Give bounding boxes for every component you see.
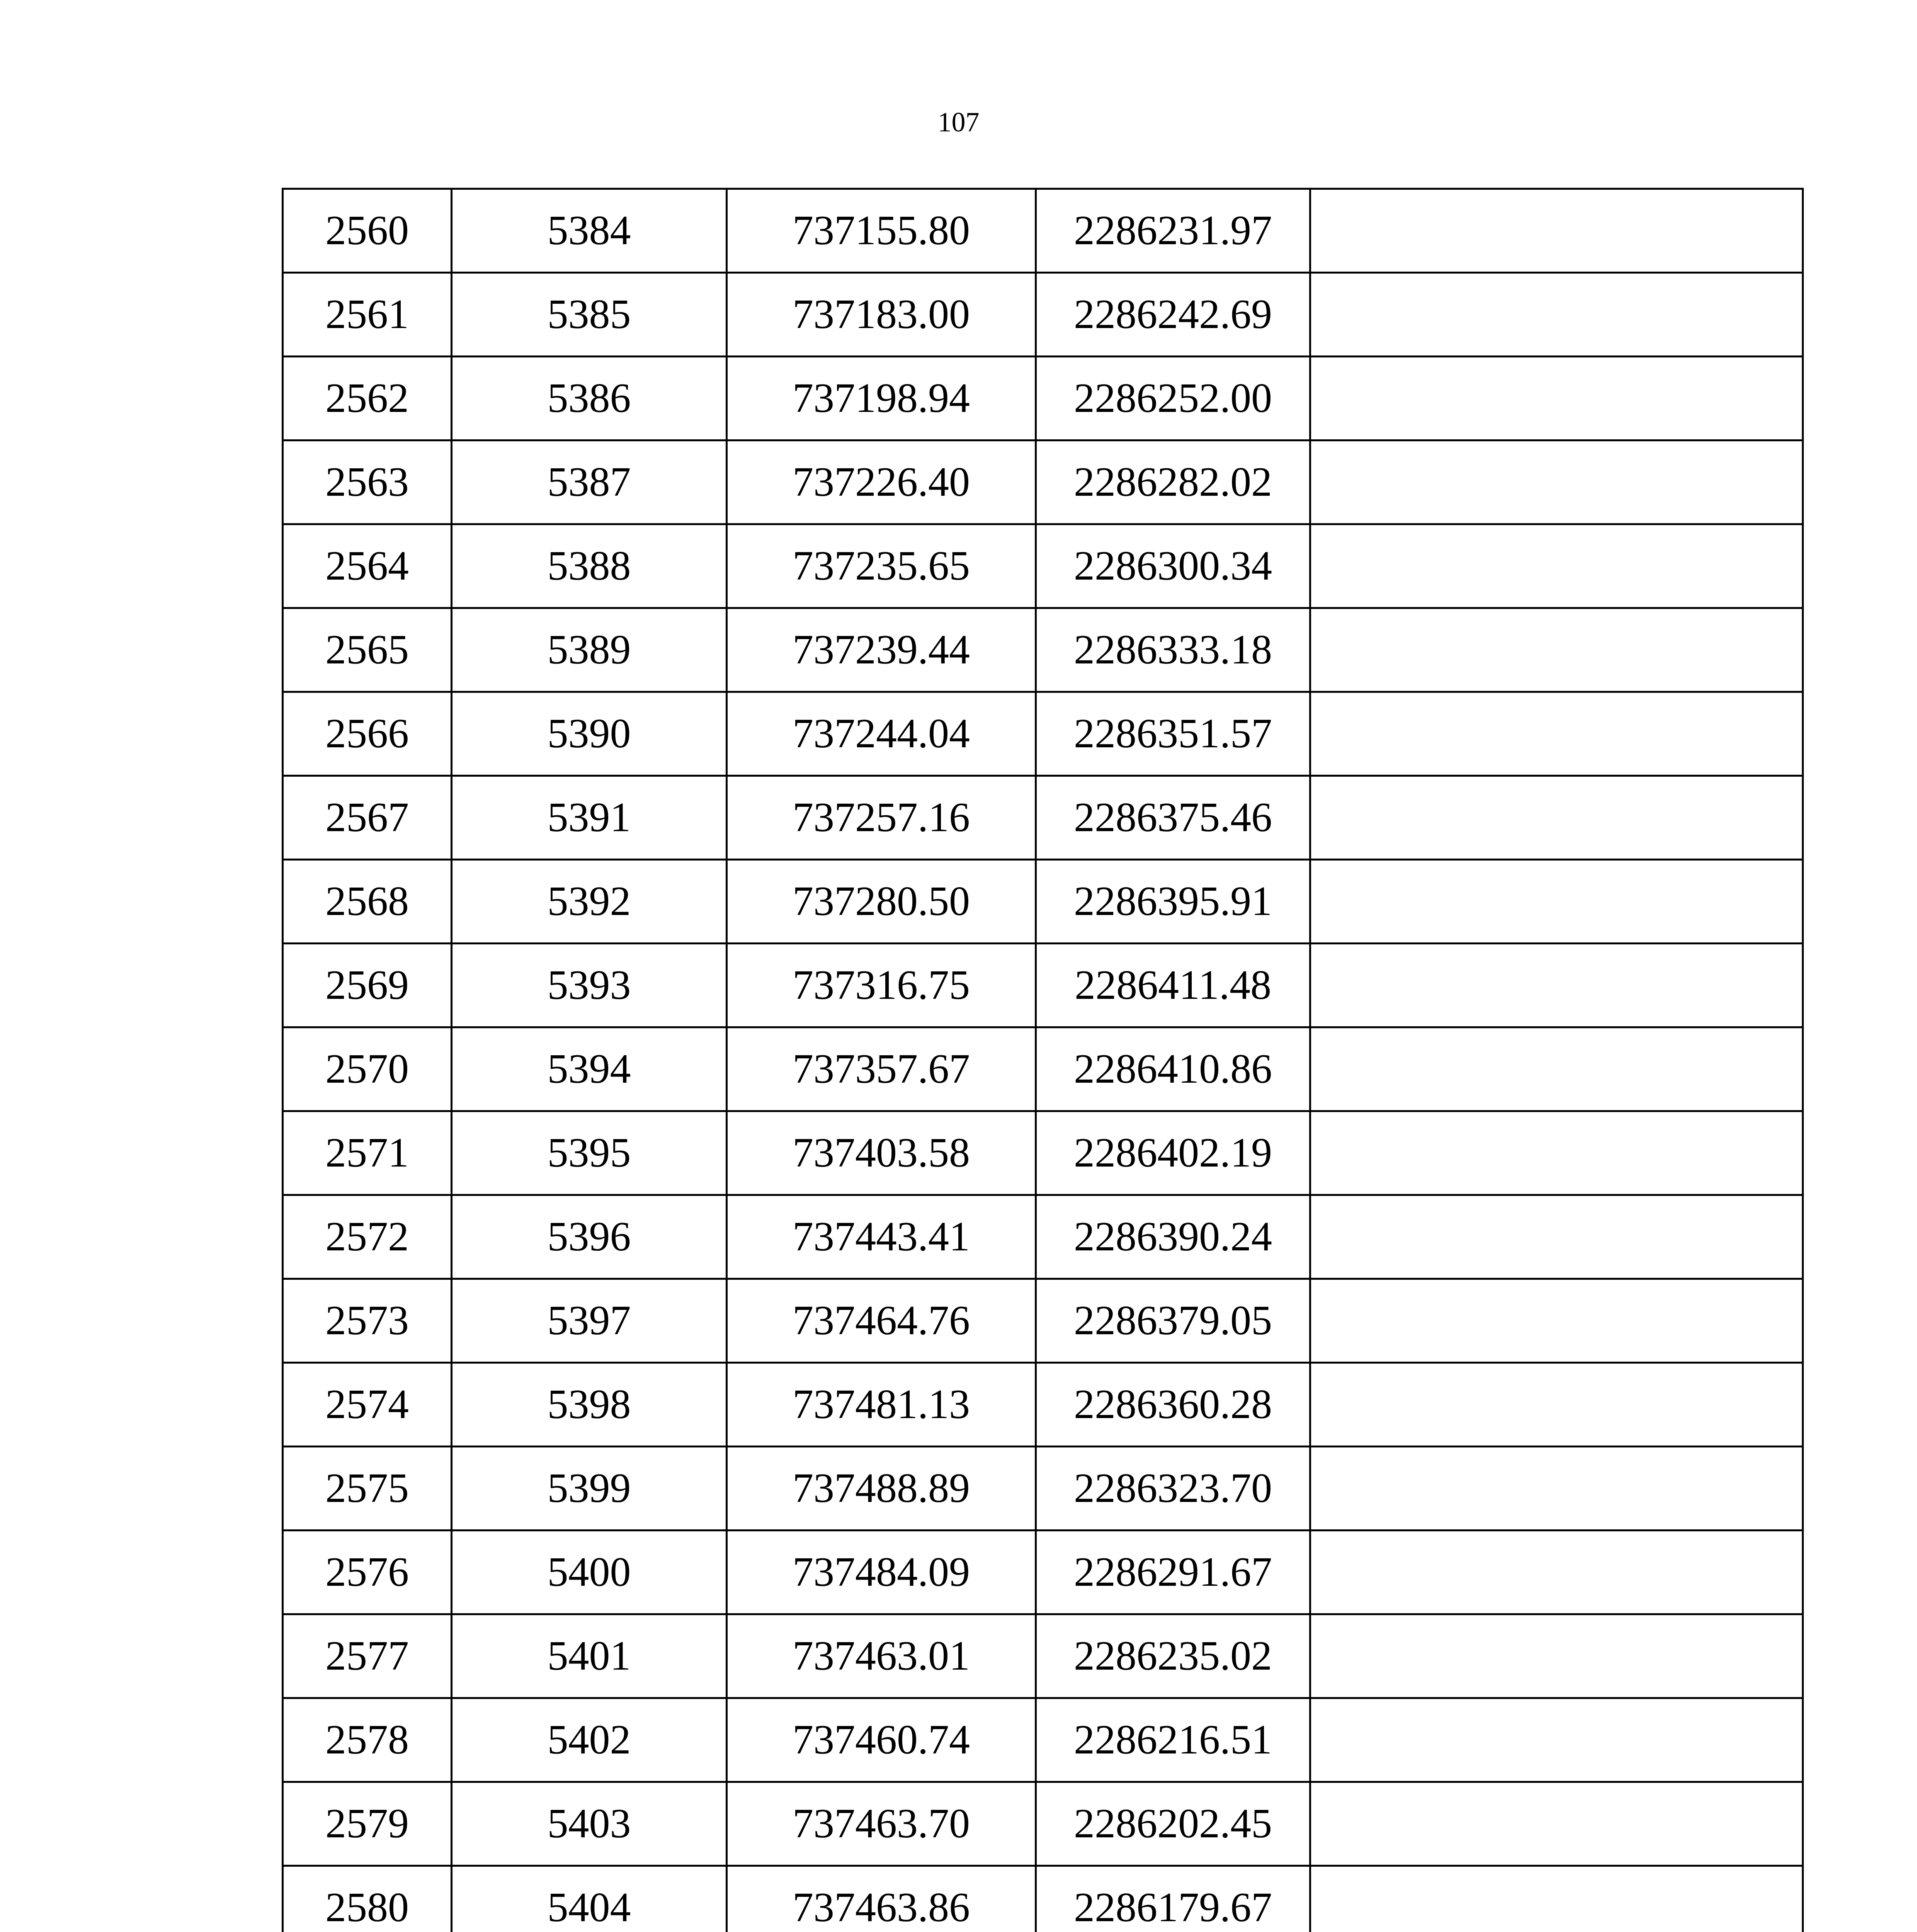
table-cell-y-coordinate: 2286242.69: [1036, 273, 1310, 357]
table-cell-point-id: 5386: [452, 357, 727, 440]
table-cell-note: [1310, 692, 1803, 776]
table-cell-y-coordinate: 2286333.18: [1036, 608, 1310, 692]
table-row: [283, 692, 1803, 776]
table-row: [283, 1698, 1803, 1782]
table-cell-x-coordinate: 737198.94: [727, 357, 1036, 440]
table-cell-point-id: 5404: [452, 1866, 727, 1932]
table-cell-y-coordinate: 2286216.51: [1036, 1698, 1310, 1782]
table-cell-y-coordinate: 2286282.02: [1036, 440, 1310, 524]
table-cell-x-coordinate: 737463.70: [727, 1782, 1036, 1866]
table-cell-x-coordinate: 737484.09: [727, 1531, 1036, 1614]
table-cell-index: 2562: [283, 357, 452, 440]
table-cell-note: [1310, 1195, 1803, 1279]
table-row: [283, 1531, 1803, 1614]
table-row: [283, 273, 1803, 357]
table-cell-point-id: 5392: [452, 860, 727, 944]
table-cell-y-coordinate: 2286410.86: [1036, 1027, 1310, 1111]
table-row: [283, 1111, 1803, 1195]
table-cell-index: 2570: [283, 1027, 452, 1111]
table-cell-x-coordinate: 737316.75: [727, 944, 1036, 1027]
table-cell-x-coordinate: 737443.41: [727, 1195, 1036, 1279]
table-cell-index: 2567: [283, 776, 452, 860]
table-cell-x-coordinate: 737357.67: [727, 1027, 1036, 1111]
table-cell-note: [1310, 189, 1803, 273]
table-cell-note: [1310, 1531, 1803, 1614]
table-cell-y-coordinate: 2286390.24: [1036, 1195, 1310, 1279]
table-cell-index: 2572: [283, 1195, 452, 1279]
page-number: 107: [937, 107, 980, 138]
table-cell-point-id: 5396: [452, 1195, 727, 1279]
table-cell-x-coordinate: 737463.01: [727, 1614, 1036, 1698]
table-cell-index: 2576: [283, 1531, 452, 1614]
table-cell-index: 2569: [283, 944, 452, 1027]
table-cell-index: 2565: [283, 608, 452, 692]
table-cell-index: 2568: [283, 860, 452, 944]
table-cell-point-id: 5403: [452, 1782, 727, 1866]
table-cell-index: 2566: [283, 692, 452, 776]
table-cell-y-coordinate: 2286395.91: [1036, 860, 1310, 944]
table-cell-x-coordinate: 737463.86: [727, 1866, 1036, 1932]
table-cell-index: 2563: [283, 440, 452, 524]
table-row: [283, 1195, 1803, 1279]
table-cell-point-id: 5391: [452, 776, 727, 860]
table-cell-note: [1310, 860, 1803, 944]
table-cell-note: [1310, 273, 1803, 357]
table-cell-point-id: 5397: [452, 1279, 727, 1363]
table-cell-note: [1310, 1698, 1803, 1782]
table-row: [283, 608, 1803, 692]
table-cell-y-coordinate: 2286300.34: [1036, 524, 1310, 608]
table-cell-index: 2560: [283, 189, 452, 273]
table-cell-point-id: 5384: [452, 189, 727, 273]
table-cell-x-coordinate: 737235.65: [727, 524, 1036, 608]
table-cell-note: [1310, 440, 1803, 524]
table-cell-point-id: 5387: [452, 440, 727, 524]
table-cell-x-coordinate: 737155.80: [727, 189, 1036, 273]
table-row: [283, 1027, 1803, 1111]
table-cell-note: [1310, 1866, 1803, 1932]
table-cell-index: 2578: [283, 1698, 452, 1782]
table-cell-x-coordinate: 737239.44: [727, 608, 1036, 692]
table-row: [283, 1363, 1803, 1447]
table-cell-x-coordinate: 737244.04: [727, 692, 1036, 776]
table-cell-point-id: 5389: [452, 608, 727, 692]
table-cell-point-id: 5402: [452, 1698, 727, 1782]
table-cell-point-id: 5393: [452, 944, 727, 1027]
table-row: [283, 1866, 1803, 1932]
table-cell-note: [1310, 1447, 1803, 1531]
table-cell-index: 2561: [283, 273, 452, 357]
table-cell-y-coordinate: 2286202.45: [1036, 1782, 1310, 1866]
table-cell-y-coordinate: 2286375.46: [1036, 776, 1310, 860]
table-cell-point-id: 5401: [452, 1614, 727, 1698]
table-cell-note: [1310, 524, 1803, 608]
table-cell-index: 2580: [283, 1866, 452, 1932]
table-cell-x-coordinate: 737403.58: [727, 1111, 1036, 1195]
table-cell-note: [1310, 1027, 1803, 1111]
table-cell-index: 2575: [283, 1447, 452, 1531]
table-row: [283, 1614, 1803, 1698]
table-cell-x-coordinate: 737481.13: [727, 1363, 1036, 1447]
table-cell-point-id: 5394: [452, 1027, 727, 1111]
table-cell-y-coordinate: 2286323.70: [1036, 1447, 1310, 1531]
table-cell-index: 2579: [283, 1782, 452, 1866]
table-body: [283, 189, 1803, 1932]
table-cell-y-coordinate: 2286252.00: [1036, 357, 1310, 440]
table-cell-note: [1310, 1614, 1803, 1698]
table-row: [283, 440, 1803, 524]
table-row: [283, 860, 1803, 944]
table-row: [283, 524, 1803, 608]
table-cell-note: [1310, 1111, 1803, 1195]
table-cell-x-coordinate: 737464.76: [727, 1279, 1036, 1363]
table-cell-y-coordinate: 2286179.67: [1036, 1866, 1310, 1932]
table-cell-note: [1310, 357, 1803, 440]
table-row: [283, 1447, 1803, 1531]
table-row: [283, 944, 1803, 1027]
table-cell-x-coordinate: 737460.74: [727, 1698, 1036, 1782]
table-row: [283, 776, 1803, 860]
table-cell-x-coordinate: 737183.00: [727, 273, 1036, 357]
table-cell-point-id: 5395: [452, 1111, 727, 1195]
table-cell-note: [1310, 1363, 1803, 1447]
table-cell-note: [1310, 944, 1803, 1027]
table-cell-point-id: 5388: [452, 524, 727, 608]
table-cell-index: 2564: [283, 524, 452, 608]
table-cell-y-coordinate: 2286411.48: [1036, 944, 1310, 1027]
table-row: [283, 1782, 1803, 1866]
table-cell-index: 2573: [283, 1279, 452, 1363]
table-cell-x-coordinate: 737280.50: [727, 860, 1036, 944]
table-cell-point-id: 5385: [452, 273, 727, 357]
table-cell-y-coordinate: 2286291.67: [1036, 1531, 1310, 1614]
table-cell-y-coordinate: 2286379.05: [1036, 1279, 1310, 1363]
table-cell-index: 2574: [283, 1363, 452, 1447]
coordinate-table: [282, 188, 1804, 1932]
table-row: [283, 189, 1803, 273]
table-cell-note: [1310, 1782, 1803, 1866]
table-row: [283, 357, 1803, 440]
table-row: [283, 1279, 1803, 1363]
table-cell-y-coordinate: 2286360.28: [1036, 1363, 1310, 1447]
table-cell-point-id: 5390: [452, 692, 727, 776]
table-cell-point-id: 5398: [452, 1363, 727, 1447]
table-cell-y-coordinate: 2286235.02: [1036, 1614, 1310, 1698]
table-cell-x-coordinate: 737488.89: [727, 1447, 1036, 1531]
table-cell-index: 2571: [283, 1111, 452, 1195]
table-cell-note: [1310, 608, 1803, 692]
table-cell-y-coordinate: 2286402.19: [1036, 1111, 1310, 1195]
table-cell-note: [1310, 1279, 1803, 1363]
table-cell-note: [1310, 776, 1803, 860]
table-cell-x-coordinate: 737257.16: [727, 776, 1036, 860]
table-cell-y-coordinate: 2286351.57: [1036, 692, 1310, 776]
table-cell-index: 2577: [283, 1614, 452, 1698]
table-cell-point-id: 5400: [452, 1531, 727, 1614]
table-cell-x-coordinate: 737226.40: [727, 440, 1036, 524]
table-cell-point-id: 5399: [452, 1447, 727, 1531]
table-cell-y-coordinate: 2286231.97: [1036, 189, 1310, 273]
